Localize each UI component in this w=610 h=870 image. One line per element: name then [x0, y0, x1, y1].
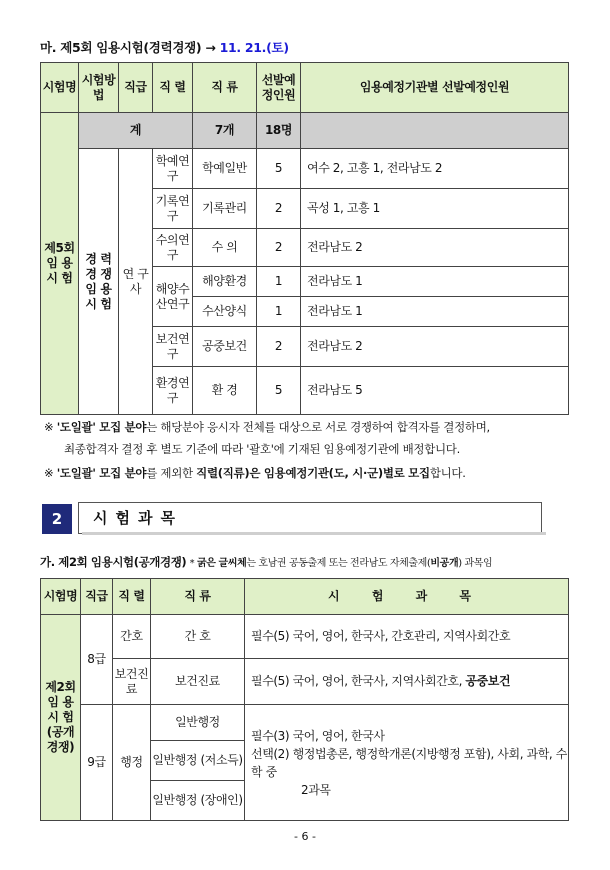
note-text: 합니다.	[429, 466, 466, 480]
subjects-text: 필수(5) 국어, 영어, 한국사, 지역사회간호,	[251, 674, 466, 688]
section-ga-note	[190, 558, 493, 569]
grade-cell: 8급	[81, 615, 113, 705]
count-cell: 2	[257, 229, 301, 267]
distribution-cell: 곡성 1, 고흥 1	[301, 189, 569, 229]
col-series: 직 렬	[113, 579, 151, 615]
method-cell: 경 력 경 쟁 임 용 시 험	[79, 149, 119, 415]
section-ma-prefix: 마. 제5회 임용시험(경력경쟁) →	[40, 40, 216, 55]
distribution-cell: 전라남도 2	[301, 229, 569, 267]
series-cell: 행정	[113, 705, 151, 821]
col-track: 직 류	[151, 579, 245, 615]
col-grade: 직급	[81, 579, 113, 615]
track-cell: 수 의	[193, 229, 257, 267]
subjects-cell	[245, 659, 569, 705]
note-text: 를 제외한	[146, 466, 197, 480]
col-subjects: 시 험 과 목	[245, 579, 569, 615]
track-cell: 공중보건	[193, 327, 257, 367]
series-cell: 수의연구	[153, 229, 193, 267]
distribution-cell: 전라남도 5	[301, 367, 569, 415]
table-row	[41, 615, 569, 659]
series-cell: 간호	[113, 615, 151, 659]
table-row	[41, 149, 569, 189]
section-ga-heading	[40, 554, 492, 570]
section-ma-date: 11. 21.(토)	[219, 40, 289, 55]
subjects-text: 필수(5) 국어, 영어, 한국사, 간호관리, 지역사회간호	[251, 629, 511, 643]
track-cell: 일반행정 (장애인)	[151, 781, 245, 821]
total-empty	[301, 113, 569, 149]
track-cell: 해양환경	[193, 267, 257, 297]
grade-cell: 9급	[81, 705, 113, 821]
distribution-cell: 전라남도 2	[301, 327, 569, 367]
track-cell: 학예일반	[193, 149, 257, 189]
subjects-line: 2과목	[301, 782, 331, 797]
subjects-line: 선택(2) 행정법총론, 행정학개론(지방행정 포함), 사회, 과학, 수학 중	[251, 746, 567, 779]
table-total-row	[41, 113, 569, 149]
series-cell: 보건연구	[153, 327, 193, 367]
note-text: ) 과목임	[458, 558, 493, 569]
track-cell: 일반행정 (저소득)	[151, 741, 245, 781]
series-cell: 보건진료	[113, 659, 151, 705]
note-mark: ※	[44, 420, 54, 434]
total-people: 18명	[257, 113, 301, 149]
section-ma-heading	[40, 38, 289, 56]
count-cell: 1	[257, 267, 301, 297]
count-cell: 1	[257, 297, 301, 327]
track-cell: 간 호	[151, 615, 245, 659]
table-header-row	[41, 63, 569, 113]
table-row	[41, 659, 569, 705]
track-cell: 수산양식	[193, 297, 257, 327]
count-cell: 2	[257, 327, 301, 367]
subjects-cell	[245, 615, 569, 659]
note-1	[44, 416, 574, 438]
count-cell: 5	[257, 367, 301, 415]
track-cell: 보건진료	[151, 659, 245, 705]
note-bold: 비공개	[430, 558, 459, 569]
series-cell: 기록연구	[153, 189, 193, 229]
track-cell: 환 경	[193, 367, 257, 415]
col-count: 선발예정인원	[257, 63, 301, 113]
note-text: 는 호남권 공동출제 또는 전라남도 자체출제(	[246, 558, 431, 569]
table-row	[41, 705, 569, 741]
note-bold: '도일괄' 모집 분야	[56, 466, 147, 480]
section-title-shadow	[82, 532, 546, 535]
col-method: 시험방법	[79, 63, 119, 113]
col-exam-name: 시험명	[41, 579, 81, 615]
exam2-table	[40, 578, 569, 821]
distribution-cell: 전라남도 1	[301, 267, 569, 297]
table-header-row	[41, 579, 569, 615]
subjects-bold: 공중보건	[465, 674, 511, 688]
col-series: 직 렬	[153, 63, 193, 113]
series-cell: 학예연구	[153, 149, 193, 189]
note-text: 는 해당분야 응시자 전체를 대상으로 서로 경쟁하여 합격자를 결정하며,	[146, 420, 490, 434]
track-cell: 일반행정	[151, 705, 245, 741]
col-exam-name: 시험명	[41, 63, 79, 113]
distribution-cell: 여수 2, 고흥 1, 전라남도 2	[301, 149, 569, 189]
section-ga-title: 가. 제2회 임용시험(공개경쟁)	[40, 555, 187, 569]
count-cell: 5	[257, 149, 301, 189]
count-cell: 2	[257, 189, 301, 229]
distribution-cell: 전라남도 1	[301, 297, 569, 327]
exam5-table	[40, 62, 569, 415]
note-mark: ※	[44, 466, 54, 480]
col-grade: 직급	[119, 63, 153, 113]
exam-name-cell: 제5회 임 용 시 험	[41, 113, 79, 415]
note-star: *	[189, 558, 197, 569]
subjects-cell	[245, 705, 569, 821]
series-cell: 해양수산연구	[153, 267, 193, 327]
note-1-cont: 최종합격자 결정 후 별도 기준에 따라 '괄호'에 기재된 임용예정기관에 배정합니다.	[64, 442, 460, 456]
track-cell: 기록관리	[193, 189, 257, 229]
note-bold: 직렬(직류)은 임용예정기관(도, 시·군)별로 모집	[196, 466, 430, 480]
total-count: 7개	[193, 113, 257, 149]
note-bold: 굵은 글씨체	[196, 558, 247, 569]
col-track: 직 류	[193, 63, 257, 113]
grade-cell: 연 구 사	[119, 149, 153, 415]
page-number: - 6 -	[294, 830, 316, 843]
series-cell: 환경연구	[153, 367, 193, 415]
total-label: 계	[79, 113, 193, 149]
col-distribution: 임용예정기관별 선발예정인원	[301, 63, 569, 113]
section-number-badge: 2	[42, 504, 72, 534]
section-title: 시험과목	[78, 502, 542, 534]
note-bold: '도일괄' 모집 분야	[56, 420, 147, 434]
subjects-line: 필수(3) 국어, 영어, 한국사	[251, 728, 385, 743]
exam-name-cell: 제2회 임 용 시 험 (공개 경쟁)	[41, 615, 81, 821]
note-2	[44, 462, 574, 484]
